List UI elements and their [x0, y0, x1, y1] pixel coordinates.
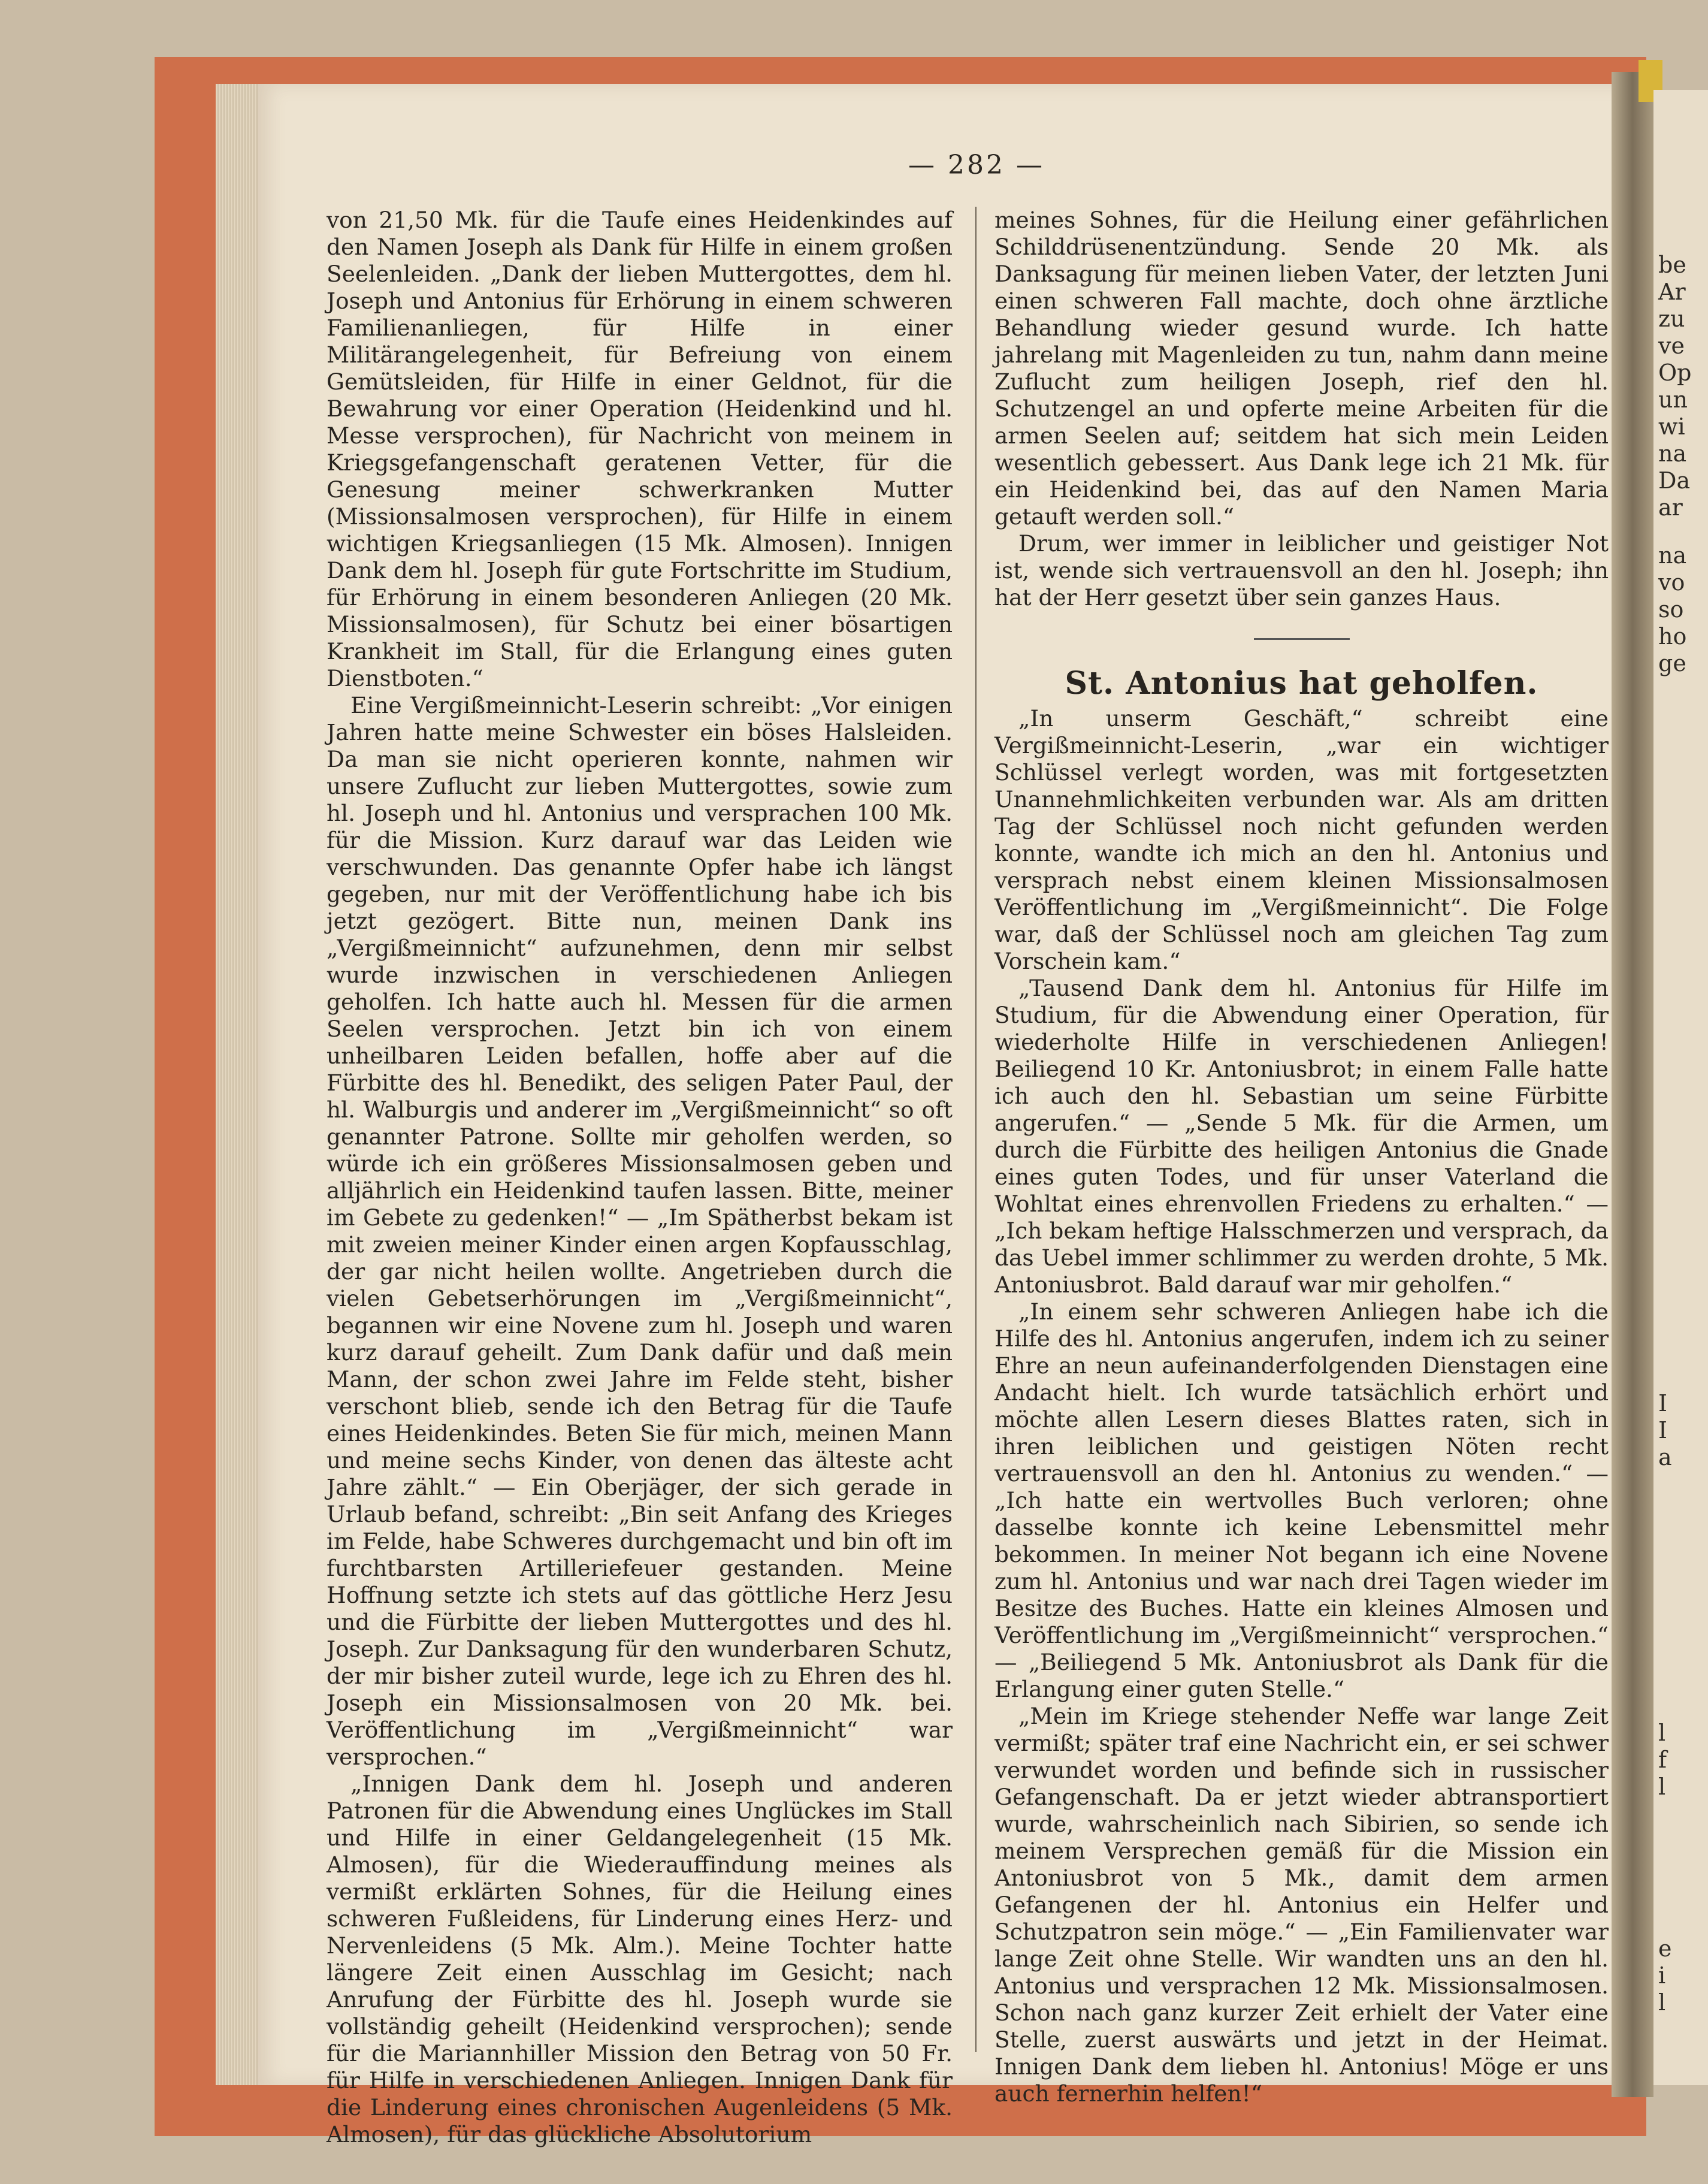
next-page-fragment: a — [1658, 1444, 1672, 1470]
next-page-fragment: Ar — [1658, 279, 1686, 305]
next-page-fragment: so — [1658, 596, 1684, 623]
next-page-fragment: un — [1658, 386, 1688, 413]
paragraph: meines Sohnes, für die Heilung einer gefährlichen Schilddrüsenentzündung. Sende 20 Mk. als Danksagung für meinen lieben Vater, der letzten Juni einen schweren Fall machte, doch ohne ärztliche Behandlung wieder gesund wurde. Ich hatte jahrelang mit Magenleiden zu tun, nahm dann meine Zuflucht zum heiligen Joseph, rief den hl. Schutzengel an und opferte meine Arbeiten für die armen Seelen auf; seitdem hat sich mein Leiden wesentlich gebessert. Aus Dank lege ich 21 Mk. für ein Heidenkind bei, das auf den Namen Maria getauft werden soll.“ — [994, 207, 1609, 530]
next-page-fragment: i — [1658, 1962, 1666, 1989]
next-page-fragment: vo — [1658, 569, 1685, 596]
right-column — [994, 207, 1609, 2107]
next-page-fragment: e — [1658, 1935, 1672, 1962]
paragraph: „In unserm Geschäft,“ schreibt eine Vergißmeinnicht-Leserin, „war ein wichtiger Schlüssel verlegt worden, was mit fortgesetzten Unannehmlichkeiten verbunden war. Als am dritten Tag der Schlüssel noch nicht gefunden werden konnte, wandte ich mich an den hl. Antonius und versprach nebst einem kleinen Missionsalmosen Veröffentlichung im „Vergißmeinnicht“. Die Folge war, daß der Schlüssel noch am gleichen Tag zum Vorschein kam.“ — [994, 705, 1609, 974]
left-column — [327, 207, 953, 2148]
book-gutter — [1612, 72, 1653, 2097]
next-page-fragment: l — [1658, 1720, 1666, 1746]
page-number: — 282 — — [908, 150, 1045, 180]
next-page-fragment: I — [1658, 1390, 1668, 1416]
column-divider — [975, 207, 977, 2052]
next-page-fragment: ge — [1658, 650, 1686, 676]
paragraph: Drum, wer immer in leiblicher und geistiger Not ist, wende sich vertrauensvoll an den hl. Joseph; ihn hat der Herr gesetzt über sein ganzes Haus. — [994, 530, 1609, 611]
next-page-fragment: I — [1658, 1417, 1668, 1443]
next-page-fragment: na — [1658, 542, 1687, 569]
next-page-fragment: wi — [1658, 413, 1685, 440]
next-page-fragment: na — [1658, 440, 1687, 467]
next-page-fragment: l — [1658, 1989, 1666, 2016]
paragraph: „In einem sehr schweren Anliegen habe ich die Hilfe des hl. Antonius angerufen, indem ich zu seiner Ehre an neun aufeinanderfolgenden Dienstagen eine Andacht hielt. Ich wurde tatsächlich erhört und möchte allen Lesern dieses Blattes raten, sich in ihren leiblichen und geistigen Nöten recht vertrauensvoll an den hl. Antonius zu wenden.“ — „Ich hatte ein wertvolles Buch verloren; ohne dasselbe konnte ich keine Lebensmittel mehr bekommen. In meiner Not begann ich eine Novene zum hl. Antonius und war nach drei Tagen wieder im Besitze des Buches. Hatte ein kleines Almosen und Veröffentlichung im „Vergißmeinnicht“ versprochen.“ — „Beiliegend 5 Mk. Antoniusbrot als Dank für die Erlangung einer guten Stelle.“ — [994, 1298, 1609, 1702]
section-heading: St. Antonius hat geholfen. — [1065, 665, 1538, 702]
paragraph: „Mein im Kriege stehender Neffe war lange Zeit vermißt; später traf eine Nachricht ein, er sei schwer verwundet worden und befinde sich in russischer Gefangenschaft. Da er jetzt wieder abtransportiert wurde, wahrscheinlich nach Sibirien, so sende ich meinem Versprechen gemäß für die Mission ein Antoniusbrot von 5 Mk., damit dem armen Gefangenen der hl. Antonius ein Helfer und Schutzpatron sein möge.“ — „Ein Familienvater war lange Zeit ohne Stelle. Wir wandten uns an den hl. Antonius und versprachen 12 Mk. Missionsalmosen. Schon nach ganz kurzer Zeit erhielt der Vater eine Stelle, zuerst auswärts und jetzt in der Heimat. Innigen Dank dem lieben hl. Antonius! Möge er uns auch fernerhin helfen!“ — [994, 1703, 1609, 2107]
next-page-fragment: ve — [1658, 333, 1685, 359]
next-page-fragment: zu — [1658, 306, 1685, 332]
next-page-fragment: ho — [1658, 623, 1687, 650]
next-page-fragment: Op — [1658, 360, 1692, 386]
paragraph: „Tausend Dank dem hl. Antonius für Hilfe im Studium, für die Abwendung einer Operation, für wiederholte Hilfe in verschiedenen Anliegen! Beiliegend 10 Kr. Antoniusbrot; in einem Falle hatte ich auch den hl. Sebastian um seine Fürbitte angerufen.“ — „Sende 5 Mk. für die Armen, um durch die Fürbitte des heiligen Antonius die Gnade eines guten Todes, und für unser Vaterland die Wohltat eines ehrenvollen Friedens zu erhalten.“ — „Ich bekam heftige Halsschmerzen und versprach, da das Uebel immer schlimmer zu werden drohte, 5 Mk. Antoniusbrot. Bald darauf war mir geholfen.“ — [994, 975, 1609, 1298]
next-page-strip — [1653, 90, 1708, 2085]
next-page-fragment: be — [1658, 252, 1686, 278]
next-page-fragment: f — [1658, 1747, 1667, 1773]
section-divider — [1254, 638, 1350, 640]
page-edges — [216, 84, 258, 2085]
next-page-fragment: Da — [1658, 467, 1691, 494]
paragraph: Eine Vergißmeinnicht-Leserin schreibt: „Vor einigen Jahren hatte meine Schwester ein böses Halsleiden. Da man sie nicht operieren konnte, nahmen wir unsere Zuflucht zur lieben Muttergottes, sowie zum hl. Joseph und hl. Antonius und versprachen 100 Mk. für die Mission. Kurz darauf war das Leiden wie verschwunden. Das genannte Opfer habe ich längst gegeben, nur mit der Veröffentlichung habe ich bis jetzt gezögert. Bitte nun, meinen Dank ins „Vergißmeinnicht“ aufzunehmen, denn mir selbst wurde inzwischen in verschiedenen Anliegen geholfen. Ich hatte auch hl. Messen für die armen Seelen versprochen. Jetzt bin ich von einem unheilbaren Leiden befallen, hoffe aber auf die Fürbitte des hl. Benedikt, des seligen Pater Paul, der hl. Walburgis und anderer im „Vergißmeinnicht“ so oft genannter Patrone. Sollte mir geholfen werden, so würde ich ein größeres Missionsalmosen geben und alljährlich ein Heidenkind taufen lassen. Bitte, meiner im Gebete zu gedenken!“ — „Im Spätherbst bekam ist mit zweien meiner Kinder einen argen Kopfausschlag, der gar nicht heilen wollte. Angetrieben durch die vielen Gebetserhörungen im „Vergißmeinnicht“, begannen wir eine Novene zum hl. Joseph und waren kurz darauf geheilt. Zum Dank dafür und daß mein Mann, der schon zwei Jahre im Felde steht, bisher verschont blieb, sende ich den Betrag für die Taufe eines Heidenkindes. Beten Sie für mich, meinen Mann und meine sechs Kinder, von denen das älteste acht Jahre zählt.“ — Ein Oberjäger, der sich gerade in Urlaub befand, schreibt: „Bin seit Anfang des Krieges im Felde, habe Schweres durchgemacht und bin oft im furchtbarsten Artilleriefeuer gestanden. Meine Hoffnung setzte ich stets auf das göttliche Herz Jesu und die Fürbitte der lieben Muttergottes und des hl. Joseph. Zur Danksagung für den wunderbaren Schutz, der mir bisher zuteil wurde, lege ich zu Ehren des hl. Joseph ein Missionsalmosen von 20 Mk. bei. Veröffentlichung im „Vergißmeinnicht“ war versprochen.“ — [327, 692, 953, 1770]
paragraph: von 21,50 Mk. für die Taufe eines Heidenkindes auf den Namen Joseph als Dank für Hilfe in einem großen Seelenleiden. „Dank der lieben Muttergottes, dem hl. Joseph und Antonius für Erhörung in einem schweren Familienanliegen, für Hilfe in einer Militärangelegenheit, für Befreiung von einem Gemütsleiden, für Hilfe in einer Geldnot, für die Bewahrung vor einer Operation (Heidenkind und hl. Messe versprochen), für Nachricht von meinem in Kriegsgefangenschaft geratenen Vetter, für die Genesung meiner schwerkranken Mutter (Missionsalmosen versprochen), für Hilfe in einem wichtigen Kriegsanliegen (15 Mk. Almosen). Innigen Dank dem hl. Joseph für gute Fortschritte im Studium, für Erhörung in einem besonderen Anliegen (20 Mk. Missionsalmosen), für Schutz bei einer bösartigen Krankheit im Stall, für die Erlangung eines guten Dienstboten.“ — [327, 207, 953, 691]
next-page-fragment: ar — [1658, 494, 1683, 521]
paragraph: „Innigen Dank dem hl. Joseph und anderen Patronen für die Abwendung eines Unglückes im Stall und Hilfe in einer Geldangelegenheit (15 Mk. Almosen), für die Wiederauffindung meines als vermißt erklärten Sohnes, für die Heilung eines schweren Fußleidens, für Linderung eines Herz- und Nervenleidens (5 Mk. Alm.). Meine Tochter hatte längere Zeit einen Ausschlag im Gesicht; nach Anrufung der Fürbitte des hl. Joseph wurde sie vollständig geheilt (Heidenkind versprochen); sende für die Mariannhiller Mission den Betrag von 50 Fr. für Hilfe in verschiedenen Anliegen. Innigen Dank für die Linderung eines chronischen Augenleidens (5 Mk. Almosen), für das glückliche Absolutorium — [327, 1771, 953, 2147]
next-page-fragment: l — [1658, 1774, 1666, 1800]
